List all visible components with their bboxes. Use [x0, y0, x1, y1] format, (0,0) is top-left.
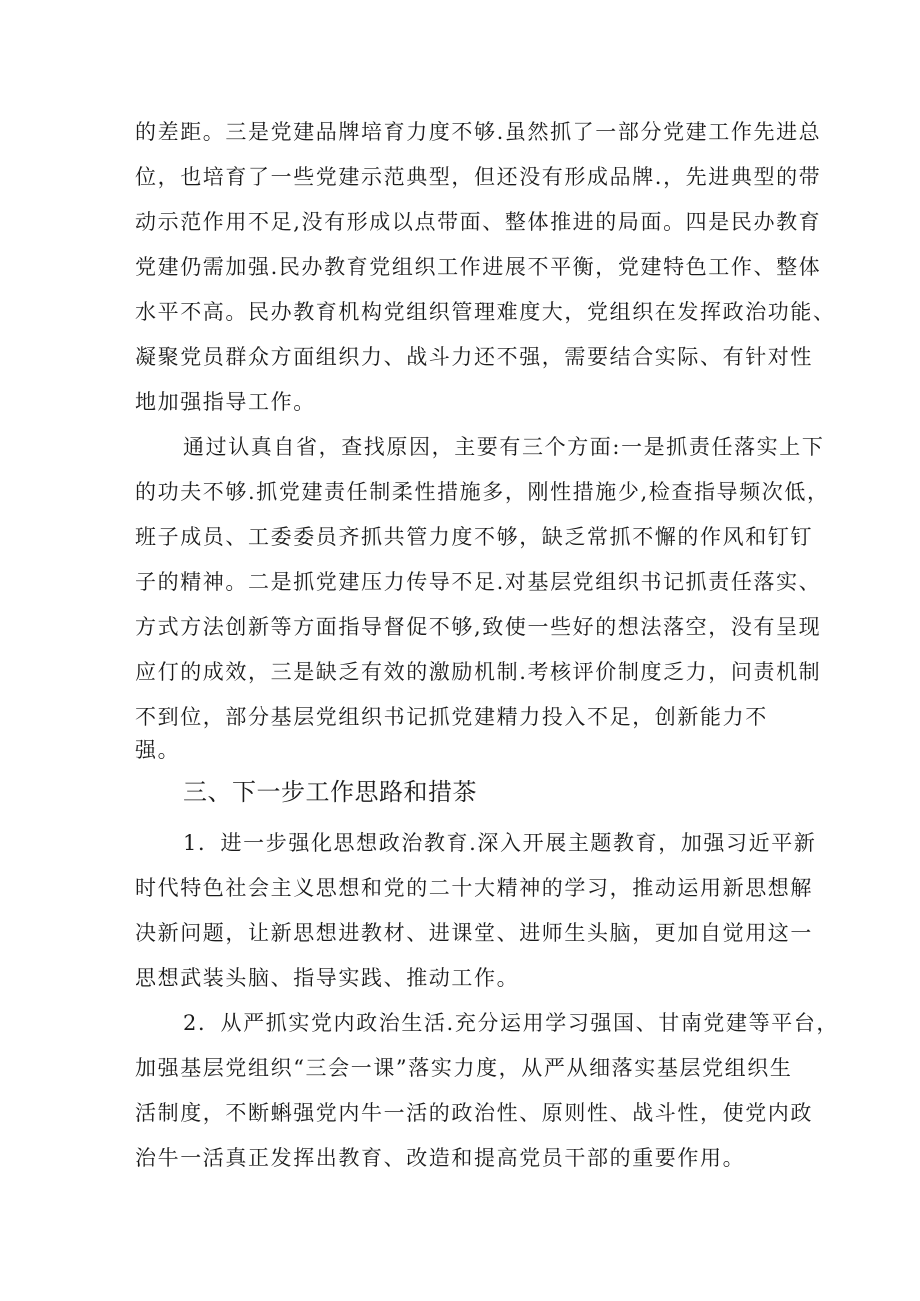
item-1-line-4: 思想武装头脑、指导实践、推动工作。 — [135, 966, 520, 990]
item-2-line-2: 加强基层党组织“三会一课”落实力度，从严从细落实基层党组织生 — [135, 1056, 793, 1080]
section-heading: 三、下一步工作思路和措茶 — [183, 778, 477, 806]
paragraph-2-line-4: 子的精神。二是抓党建压力传导不足.对基层党组织书记抓责任落实、 — [135, 570, 822, 594]
paragraph-1-line-4: 党建仍需加强.民办教育党组织工作进展不平衡，党建特色工作、整体 — [135, 255, 822, 279]
item-1-line-3: 决新问题，让新思想进教材、进课堂、进师生头脑，更加自觉用这一 — [135, 921, 813, 945]
paragraph-1-line-3: 动示范作用不足,没有形成以点带面、整体推进的局面。四是民办教育 — [135, 210, 822, 234]
paragraph-1-line-6: 凝聚党员群众方面组织力、战斗力还不强，需要结合实际、有针对性 — [135, 345, 813, 369]
paragraph-1-line-7: 地加强指导工作。 — [135, 390, 316, 414]
paragraph-2-line-5: 方式方法创新等方面指导督促不够,致使一些好的想法落空，没有呈现 — [135, 615, 822, 639]
paragraph-1-line-1: 的差距。三是党建品牌培育力度不够.虽然抓了一部分党建工作先进总 — [135, 120, 822, 144]
item-1-line-2: 时代特色社会主义思想和党的二十大精神的学习，推动运用新思想解 — [135, 876, 813, 900]
item-2-line-1: 2．从严抓实党内政治生活.充分运用学习强国、甘南党建等平台， — [183, 1011, 840, 1035]
paragraph-1-line-5: 水平不高。民办教育机构党组织管理难度大，党组织在发挥政治功能、 — [135, 300, 836, 324]
paragraph-2-line-6: 应仃的成效，三是缺乏有效的激励机制.考核评价制度乏力，问责机制 — [135, 660, 822, 684]
paragraph-2-line-8: 强。 — [135, 738, 181, 762]
item-1-line-1: 1．进一步强化思想政治教育.深入开展主题教育，加强习近平新 — [183, 831, 817, 855]
item-2-line-3: 活制度，不断蝌强党内牛一活的政治性、原则性、战斗性，使党内政 — [135, 1101, 813, 1125]
paragraph-2-line-2: 的功夫不够.抓党建责任制柔性措施多，刚性措施少,检查指导频次低， — [135, 480, 830, 504]
item-2-line-4: 治牛一活真正发挥出教育、改造和提高党员干部的重要作用。 — [135, 1146, 746, 1170]
paragraph-2-line-3: 班子成员、工委委员齐抓共管力度不够，缺乏常抓不懈的作风和钉钉 — [135, 525, 813, 549]
paragraph-2-line-7: 不到位，部分基层党组织书记抓党建精力投入不足，创新能力不 — [135, 705, 768, 729]
paragraph-2-line-1: 通过认真自省，查找原因，主要有三个方面:一是抓责任落实上下 — [183, 435, 825, 459]
paragraph-1-line-2: 位，也培育了一些党建示范典型，但还没有形成品牌.，先进典型的带 — [135, 165, 822, 189]
